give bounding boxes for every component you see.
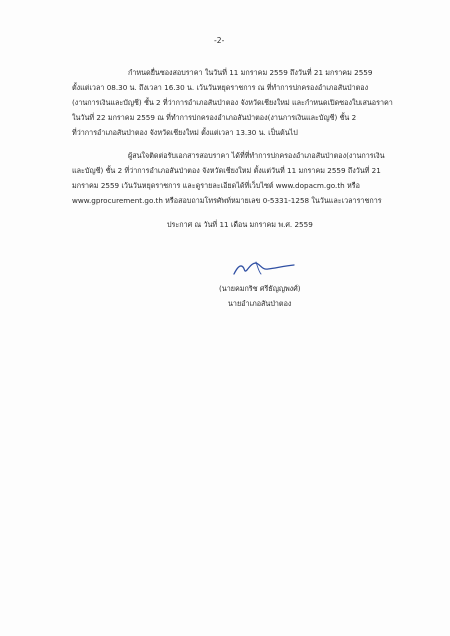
paragraph1-line3: (งานการเงินและบัญชี) ชั้น 2 ที่ว่าการอำเภอสันป่าตอง จังหวัดเชียงใหม่ และกำหนดเปิดซองใบเสนอราคา	[72, 98, 393, 107]
paragraph1-line2: ตั้งแต่เวลา 08.30 น. ถึงเวลา 16.30 น. เว้นวันหยุดราชการ ณ ที่ทำการปกครองอำเภอสันป่าตอง	[72, 83, 369, 92]
signatory-position: นายอำเภอสันป่าตอง	[228, 299, 292, 308]
paragraph1-line4: ในวันที่ 22 มกราคม 2559 ณ ที่ทำการปกครองอำเภอสันป่าตอง(งานการเงินและบัญชี) ชั้น 2	[72, 113, 357, 122]
signature-image	[232, 256, 296, 278]
announcement-date: ประกาศ ณ วันที่ 11 เดือน มกราคม พ.ศ. 2559	[167, 220, 313, 229]
paragraph2-line4: www.gprocurement.go.th หรือสอบถามโทรศัพท์หมายเลข 0-5331-1258 ในวันและเวลาราชการ	[72, 196, 382, 205]
paragraph1-line5: ที่ว่าการอำเภอสันป่าตอง จังหวัดเชียงใหม่ ตั้งแต่เวลา 13.30 น. เป็นต้นไป	[72, 128, 298, 137]
paragraph2-line3: มกราคม 2559 เว้นวันหยุดราชการ และดูรายละเอียดได้ที่เว็บไซต์ www.dopacm.go.th หรือ	[72, 181, 360, 190]
paragraph2-line2: และบัญชี) ชั้น 2 ที่ว่าการอำเภอสันป่าตอง จังหวัดเชียงใหม่ ตั้งแต่วันที่ 11 มกราคม 2559 ถึงวันที่ 21	[72, 166, 381, 175]
page-number: -2-	[214, 36, 225, 45]
paragraph2-line1: ผู้สนใจติดต่อรับเอกสารสอบราคา ได้ที่ที่ทำการปกครองอำเภอสันป่าตอง(งานการเงิน	[128, 151, 385, 160]
paragraph1-line1: กำหนดยื่นซองสอบราคา ในวันที่ 11 มกราคม 2559 ถึงวันที่ 21 มกราคม 2559	[128, 68, 373, 77]
signatory-name: (นายคมกริช ศรีธัญญพงศ์)	[219, 284, 301, 293]
